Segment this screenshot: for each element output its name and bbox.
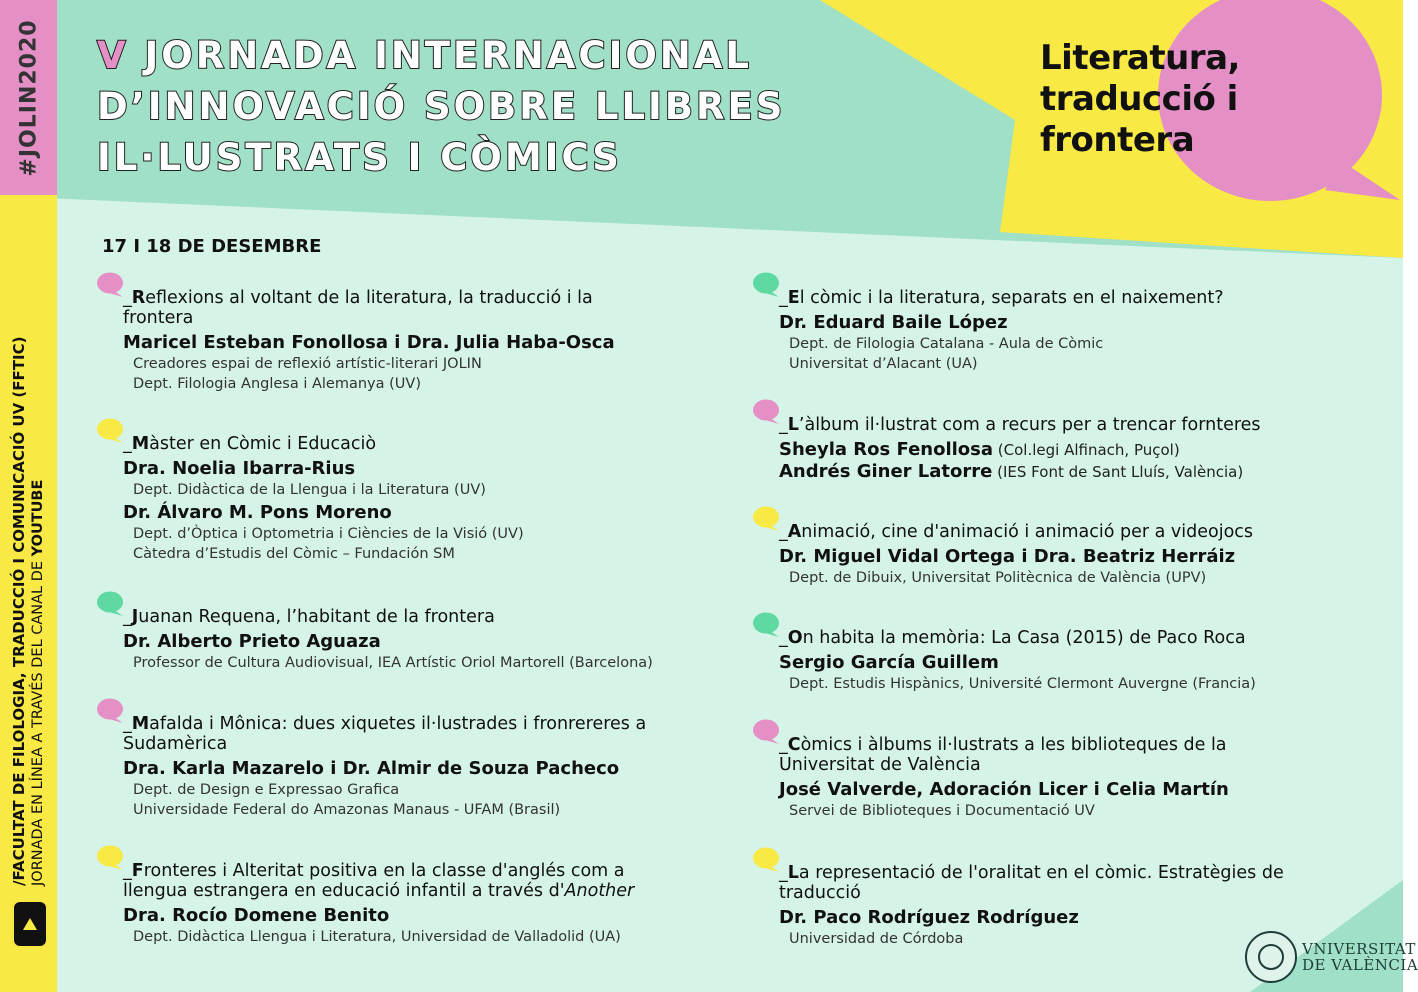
session-title: _Animació, cine d'animació i animació per a videojocs [779,522,1254,542]
speech-bubble-icon [752,506,780,532]
speaker-affiliation: Universidade Federal do Amazonas Manaus - UFAM (Brasil) [133,802,561,818]
speech-bubble-icon [752,399,780,425]
session-title-initial: E [787,288,800,308]
session-title: _Màster en Còmic i Educaciò [123,434,377,454]
session-title-text: ronteres i Alteritat positiva en la classe d'anglés com a llengua estrangera en educació infantil a través d' [123,861,625,901]
session-item [779,288,1339,374]
speaker-name-text: Dr. Eduard Baile López [779,312,1008,333]
session-title: _El còmic i la literatura, separats en el naixement? [779,288,1224,308]
youtube-icon[interactable] [14,902,46,946]
session-title-text: nimació, cine d'animació i animació per a videojocs [801,522,1254,542]
session-title-text: eflexions al voltant de la literatura, la traducció i la frontera [123,288,593,328]
session-title-initial: L [787,863,799,883]
session-item [123,607,683,673]
speaker-affiliation: Universitat d’Alacant (UA) [789,356,978,372]
session-title-initial: A [787,522,802,542]
speaker-name [779,907,1299,929]
session-title: _Reflexions al voltant de la literatura, la traducció i la frontera [123,288,593,328]
session-title: _Còmics i àlbums il·lustrats a les biblioteques de la Universitat de València [779,735,1227,775]
speaker-affiliation: Dept. Estudis Hispànics, Université Clermont Auvergne (Francia) [789,676,1256,692]
session-title-text: ’àlbum il·lustrat com a recurs per a trencar fornteres [798,415,1261,435]
session-title-initial: M [131,434,150,454]
speech-bubble-icon [752,847,780,873]
session-title-initial: M [131,714,150,734]
speaker-affiliation-inline: (IES Font de Sant Lluís, València) [992,463,1244,481]
speaker-name-text: Andrés Giner Latorre [779,461,993,482]
speaker-affiliation: Dept. de Design e Expressao Grafica [133,782,400,798]
speaker-affiliation: Dept. de Dibuix, Universitat Politècnica de València (UPV) [789,570,1207,586]
speaker-name [123,458,643,480]
speaker-affiliation: Dept. Filologia Anglesa i Alemanya (UV) [133,376,421,392]
speaker-name-text: Dra. Noelia Ibarra-Rius [123,458,356,479]
session-title-text: òmics i àlbums il·lustrats a les biblioteques de la Universitat de València [779,735,1227,775]
speaker-name-text: José Valverde, Adoración Licer i Celia Martín [779,779,1229,800]
speaker-affiliation: Dept. d’Òptica i Optometria i Ciències de la Visió (UV) [133,526,524,542]
speaker-name [123,332,643,354]
speaker-name [779,439,1339,461]
speaker-name [779,652,1339,674]
page-title: V JORNADA INTERNACIONAL D’INNOVACIÓ SOBRE LLIBRES IL·LUSTRATS I CÒMICS [97,34,786,179]
session-item [779,863,1299,949]
session-title-italic: Another [564,881,635,901]
university-seal-icon [1245,931,1297,983]
speaker-affiliation: Universidad de Córdoba [789,931,964,947]
event-date: 17 I 18 DE DESEMBRE [102,236,322,257]
speaker-name-text: Dr. Álvaro M. Pons Moreno [123,502,392,523]
session-item [123,714,683,820]
speaker-name [779,546,1339,568]
speech-bubble-icon [96,591,124,617]
session-item [123,434,643,564]
speaker-name [123,631,683,653]
speech-bubble-icon [752,272,780,298]
speaker-name-text: Sergio García Guillem [779,652,999,673]
speaker-name [779,461,1339,483]
speech-bubble-icon [752,719,780,745]
theme-title: Literatura, traducció i frontera [1040,38,1240,160]
speech-bubble-icon [96,698,124,724]
speaker-name-text: Dra. Karla Mazarelo i Dr. Almir de Souza Pacheco [123,758,620,779]
sidebar-info [6,336,52,886]
session-title: _Fronteres i Alteritat positiva en la classe d'anglés com a llengua estrangera en educació infantil a través d'Another [123,861,635,901]
session-item [779,735,1279,821]
session-title-initial: J [131,607,139,627]
session-item [779,522,1339,588]
session-title-text: afalda i Mônica: dues xiquetes il·lustrades i fronrereres a Sudamèrica [123,714,647,754]
speech-bubble-icon [96,272,124,298]
speaker-name-text: Maricel Esteban Fonollosa i Dra. Julia Haba-Osca [123,332,615,353]
faculty-label: /FACULTAT DE FILOLOGIA, TRADUCCIÓ I COMUNICACIÓ UV (FFTIC) [10,336,28,886]
speaker-name [123,502,643,524]
session-item [779,628,1339,694]
speaker-name-text: Dr. Paco Rodríguez Rodríguez [779,907,1079,928]
speaker-name [123,905,683,927]
session-title-text: n habita la memòria: La Casa (2015) de Paco Roca [802,628,1246,648]
speaker-name-text: Dr. Alberto Prieto Aguaza [123,631,381,652]
speaker-name-text: Dra. Rocío Domene Benito [123,905,390,926]
speaker-affiliation: Dept. Didàctica de la Llengua i la Literatura (UV) [133,482,486,498]
speaker-affiliation-inline: (Col.legi Alfinach, Puçol) [993,441,1180,459]
session-title: _La representació de l'oralitat en el còmic. Estratègies de traducció [779,863,1284,903]
speaker-name [779,312,1339,334]
session-title-text: a representació de l'oralitat en el còmic. Estratègies de traducció [779,863,1284,903]
speech-bubble-icon [752,612,780,638]
session-title: _On habita la memòria: La Casa (2015) de Paco Roca [779,628,1246,648]
session-title: _Mafalda i Mônica: dues xiquetes il·lustrades i fronrereres a Sudamèrica [123,714,647,754]
session-title-text: uanan Requena, l’habitant de la frontera [138,607,495,627]
youtube-note: JORNADA EN LÍNEA A TRAVÉS DEL CANAL DE YOUTUBE [30,479,46,886]
session-title-initial: C [787,735,801,755]
session-title-text: l còmic i la literatura, separats en el naixement? [799,288,1224,308]
session-item [779,415,1339,483]
speaker-affiliation: Dept. Didàctica Llengua i Literatura, Universidad de Valladolid (UA) [133,929,621,945]
speaker-affiliation: Càtedra d’Estudis del Còmic – Fundación SM [133,546,455,562]
speaker-name-text: Sheyla Ros Fenollosa [779,439,994,460]
session-title-initial: R [131,288,146,308]
speaker-name [123,758,683,780]
speaker-name-text: Dr. Miguel Vidal Ortega i Dra. Beatriz Herráiz [779,546,1236,567]
session-title-text: àster en Còmic i Educaciò [149,434,377,454]
session-title-initial: F [131,861,144,881]
session-title: _Juanan Requena, l’habitant de la frontera [123,607,495,627]
speech-bubble-icon [96,418,124,444]
speaker-affiliation: Creadores espai de reflexió artístic-literari JOLIN [133,356,482,372]
speaker-affiliation: Dept. de Filologia Catalana - Aula de Còmic [789,336,1104,352]
speaker-affiliation: Servei de Biblioteques i Documentació UV [789,803,1095,819]
session-item [123,288,643,394]
speaker-name [779,779,1279,801]
speech-bubble-icon [96,845,124,871]
session-title-initial: L [787,415,799,435]
session-title: _L’àlbum il·lustrat com a recurs per a trencar fornteres [779,415,1261,435]
session-title-initial: O [787,628,803,648]
hashtag-label: #JOLIN2020 [16,19,42,177]
session-item [123,861,683,947]
speaker-affiliation: Professor de Cultura Audiovisual, IEA Artístic Oriol Martorell (Barcelona) [133,655,653,671]
